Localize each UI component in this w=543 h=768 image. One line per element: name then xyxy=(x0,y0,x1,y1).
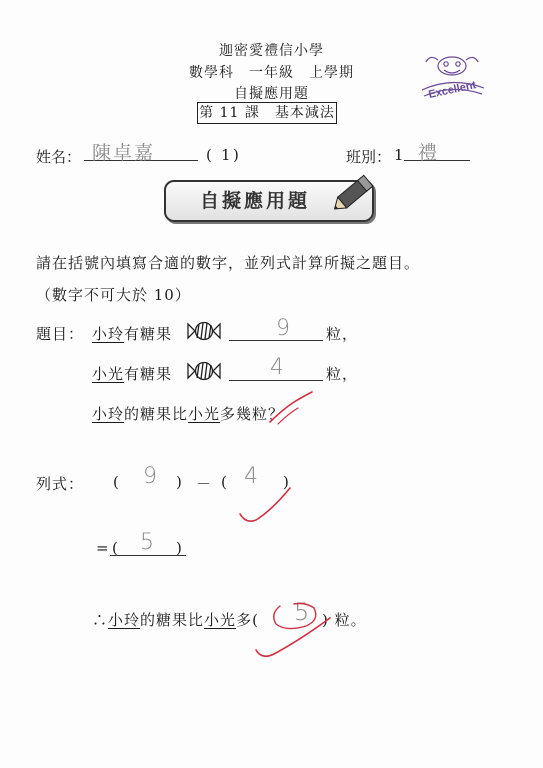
question-ending: 多幾粒？ xyxy=(220,405,285,423)
banner-text: 自擬應用題 xyxy=(199,190,310,212)
formula-minus: － xyxy=(196,475,213,493)
check-mark-icon xyxy=(236,484,294,526)
has-candy-text: 有糖果 xyxy=(124,325,173,343)
check-mark-icon xyxy=(250,600,340,662)
number-close-paren: ) xyxy=(233,146,239,164)
candy-count-value-1: 9 xyxy=(276,316,290,341)
formula-close-paren-1: ) xyxy=(176,473,183,491)
therefore-symbol: ∴ xyxy=(92,611,109,629)
name-xiaoling: 小玲 xyxy=(92,405,125,423)
result-open-paren: ( xyxy=(112,539,119,557)
class-handwritten: 禮 xyxy=(418,142,438,164)
formula-value-1: 9 xyxy=(143,464,157,489)
formula-label: 列式： xyxy=(36,475,85,493)
name-xiaoguang: 小光 xyxy=(188,405,221,423)
question-line-3 xyxy=(92,403,284,424)
has-candy-text: 有糖果 xyxy=(124,365,173,383)
formula-close-paren-2: ) xyxy=(283,473,290,491)
name-value: 陳卓嘉 xyxy=(92,142,156,164)
name-label: 姓名： xyxy=(36,148,82,166)
number-open-paren: ( xyxy=(206,146,212,164)
conclusion-line xyxy=(92,609,259,630)
question-line-1 xyxy=(92,323,172,344)
class-number-value: 1 xyxy=(221,146,231,164)
question-label: 題目： xyxy=(36,325,85,343)
conclusion-value: 5 xyxy=(294,598,310,626)
lesson-title: 第 11 課 基本減法 xyxy=(197,102,337,124)
stamp-text: Excellent xyxy=(427,79,478,101)
formula-open-paren-2: ( xyxy=(221,473,228,491)
candy-icon xyxy=(186,361,222,381)
candy-icon xyxy=(186,321,222,341)
candy-count-value-2: 4 xyxy=(270,355,284,380)
name-xiaoguang: 小光 xyxy=(204,611,237,629)
result-value: 5 xyxy=(140,530,154,555)
formula-value-2: 4 xyxy=(244,464,258,489)
subject-line: 數學科 一年級 上學期 xyxy=(189,65,354,81)
formula-equals: = xyxy=(96,539,110,557)
class-value: 1 xyxy=(394,146,404,164)
worksheet-title: 自擬應用題 xyxy=(234,86,309,102)
name-xiaoling: 小玲 xyxy=(108,611,141,629)
instruction-limit: （數字不可大於 10） xyxy=(36,286,191,304)
name-xiaoguang: 小光 xyxy=(92,365,125,383)
more-text: 多( xyxy=(236,611,259,629)
unit-text-1: 粒， xyxy=(326,325,359,343)
unit-text-2: 粒， xyxy=(326,365,359,383)
excellent-stamp-icon xyxy=(416,50,490,102)
pencil-icon xyxy=(330,168,382,214)
conclusion-ending: ) 粒。 xyxy=(322,611,367,629)
comparison-text: 的糖果比 xyxy=(124,405,189,423)
result-underline xyxy=(110,555,186,556)
formula-open-paren-1: ( xyxy=(113,473,120,491)
class-label: 班別： xyxy=(346,148,392,166)
instruction-line: 請在括號內填寫合適的數字，並列式計算所擬之題目。 xyxy=(36,254,421,272)
name-xiaoling: 小玲 xyxy=(92,325,125,343)
candy-count-field-2[interactable] xyxy=(229,380,323,381)
school-name: 迦密愛禮信小學 xyxy=(219,43,324,59)
question-line-2 xyxy=(92,363,172,384)
comparison-text: 的糖果比 xyxy=(140,611,205,629)
check-mark-icon xyxy=(268,390,314,426)
result-close-paren: ) xyxy=(176,539,183,557)
